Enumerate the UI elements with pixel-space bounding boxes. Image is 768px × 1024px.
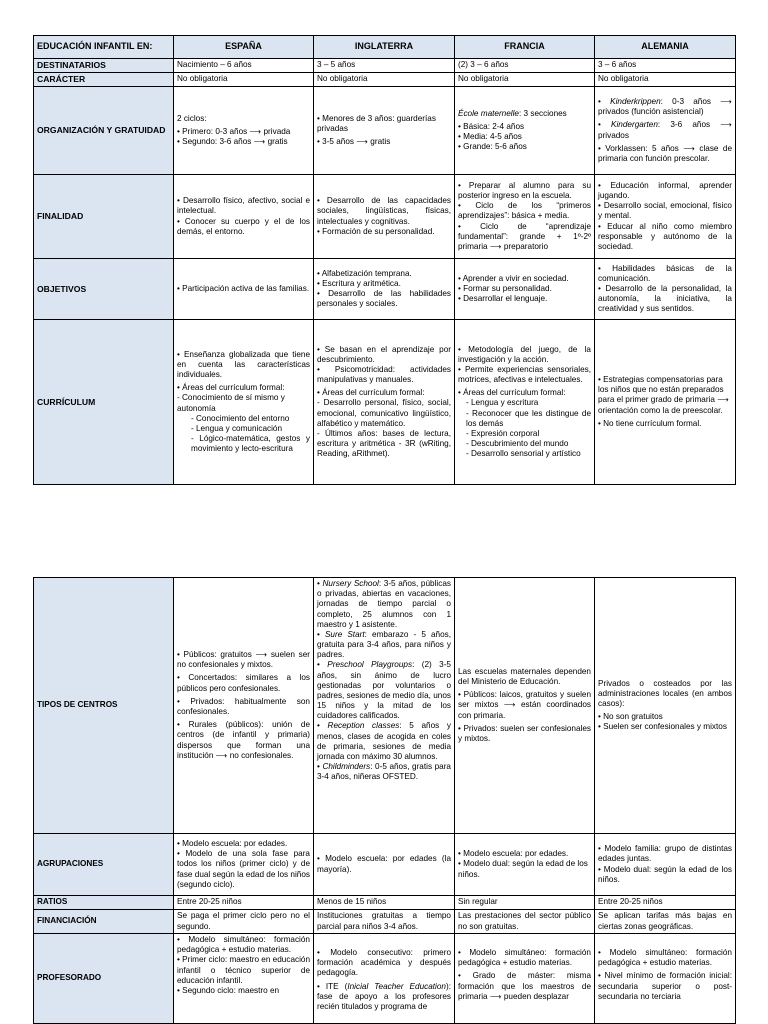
cell-line: • Modelo escuela: por edades. [458,849,569,859]
cell-line [458,109,591,119]
row-financiacion [34,910,736,934]
cell-line: - Lengua y comunicación [191,423,283,433]
cell-line: - Descubrimiento del mundo [466,439,569,449]
row-label: AGRUPACIONES [34,834,174,896]
row-label: PROFESORADO [34,934,174,1024]
row-destinatarios [34,59,736,73]
center-type: Reception classes [327,721,400,731]
cell-line: • Desarrollo social, emocional, físico y mental. [598,201,732,221]
cell-francia: Las prestaciones del sector público no son gratuitas. [455,910,595,934]
cell-line: • Desarrollar el lenguaje. [458,294,548,304]
cell-line: • Participación activa de las familias. [177,283,310,293]
row-label: ORGANIZACIÓN Y GRATUIDAD [34,87,174,175]
cell-espana: No obligatoria [174,73,314,87]
school-type: Kindergarten [611,120,658,130]
row-caracter [34,73,736,87]
cell-line: • Rurales (públicos): unión de centros (de infantil y primaria) dispersos que forman una institución ⟶ no confesionales. [177,720,310,760]
cell-line: - Desarrollo sensorial y artístico [466,449,581,459]
cell-line: • Primero: 0-3 años ⟶ privada [177,126,291,136]
cell-espana [174,259,314,320]
cell-line: • Modelo dual: según la edad de los niños. [458,859,588,879]
cell-espana: Nacimiento – 6 años [174,59,314,73]
cell-espana [174,934,314,1024]
cell-alemania [595,578,736,834]
row-label: FINALIDAD [34,175,174,259]
comparison-table-part-1 [33,35,736,485]
cell-line: • Estrategias compensatorias para los niños que no están preparados para el primer grado de primaria ⟶ orientación como la de preescolar. [598,375,729,415]
cell-line: - Conocimiento de sí mismo y autonomía [177,393,285,413]
cell-inglaterra [314,87,455,175]
cell-line: • Primer ciclo: maestro en educación infantil o técnico superior de educación infantil. [177,955,311,985]
cell-line: - Expresión corporal [466,428,540,438]
cell-alemania [595,834,736,896]
cell-francia: (2) 3 – 6 años [455,59,595,73]
cell-francia [455,87,595,175]
cell-alemania [595,87,736,175]
cell-francia: Sin regular [455,896,595,910]
header-alemania: ALEMANIA [595,36,736,59]
school-type: Kinderkrippen [610,96,661,106]
row-organizacion [34,87,736,175]
cell-line: • Modelo simultáneo: formación pedagógica + estudio materias. [177,935,310,955]
cell-line: • Básica: 2-4 años [458,121,525,131]
cell-text: : 0-5 años, gratis para 3-4 años, niñeras OFSTED. [317,762,451,782]
cell-line: • Enseñanza globalizada que tiene en cuenta las características individuales. [177,349,310,379]
cell-line: • Desarrollo de las capacidades sociales, lingüísticas, físicas, intelectuales y cognitivas. [317,196,451,226]
header-row [34,36,736,59]
program-name: Inicial Teacher Education [347,981,446,991]
cell-line: - Últimos años: bases de lectura, escritura y aritmética - 3R (wRiting, Reading, aRithmet). [317,428,451,459]
cell-line: 2 ciclos: [177,113,207,123]
cell-line: • Modelo dual: según la edad de los niños. [598,864,732,884]
cell-alemania: Se aplican tarifas más bajas en ciertas zonas geográficas. [595,910,736,934]
cell-line: • Childminders: 0-5 años, gratis para 3-4 años, niñeras OFSTED. [317,762,451,782]
header-espana: ESPAÑA [174,36,314,59]
cell-line: • Concertados: similares a los públicos pero confesionales. [177,673,310,693]
row-label: FINANCIACIÓN [34,910,174,934]
cell-espana [174,578,314,834]
row-curriculum [34,320,736,485]
cell-inglaterra [314,259,455,320]
row-objetivos [34,259,736,320]
cell-line: - Desarrollo personal, físico, social, emocional, comunicativo lingüístico, alfabético y matemático. [317,398,451,428]
cell-line: • Desarrollo físico, afectivo, social e intelectual. [177,196,310,216]
cell-inglaterra: 3 – 5 años [314,59,455,73]
cell-text: : 3 secciones [518,108,567,118]
cell-line: • No tiene currículum formal. [598,418,702,428]
cell-espana [174,87,314,175]
cell-alemania [595,934,736,1024]
cell-line: • Metodología del juego, de la investigación y la acción. [458,344,591,364]
cell-line: - Conocimiento del entorno [191,413,290,423]
cell-francia [455,934,595,1024]
cell-line: • Preschool Playgroups: (2) 3-5 años, sin ánimo de lucro gestionadas por voluntarios o padres, sesiones de medio día, unos 15 niños y la mitad de los cuidadores calificados. [317,660,451,721]
cell-line: • Alfabetización temprana. [317,268,412,278]
cell-espana [174,320,314,485]
cell-text: : 0-3 años ⟶ privados (función asistencial) [598,96,732,117]
cell-line: Las escuelas maternales dependen del Ministerio de Educación. [458,666,591,687]
cell-alemania: Entre 20-25 niños [595,896,736,910]
cell-line: - Reconocer que les distingue de los demás [466,408,591,428]
cell-espana: Entre 20-25 niños [174,896,314,910]
cell-line: • Modelo escuela: por edades. [177,839,288,849]
cell-inglaterra: Menos de 15 niños [314,896,455,910]
cell-line: • Públicos: laicos, gratuitos y suelen ser mixtos ⟶ están coordinados con primaria. [458,690,591,720]
cell-line: • Aprender a vivir en sociedad. [458,273,569,283]
cell-line: • Habilidades básicas de la comunicación. [598,263,732,283]
center-type: Nursery School [322,579,379,588]
cell-line: • Preparar al alumno para su posterior ingreso en la escuela. [458,180,591,201]
header-label: EDUCACIÓN INFANTIL EN: [34,36,174,59]
comparison-table-part-2 [33,577,736,1024]
cell-line: • Educación informal, aprender jugando. [598,180,732,201]
row-label: CARÁCTER [34,73,174,87]
center-type: Preschool Playgroups [327,660,413,670]
cell-francia [455,834,595,896]
cell-line: • Escritura y aritmética. [317,278,401,288]
cell-line: • Sure Start: embarazo - 5 años, gratuita para 3-4 años, para niños y padres. [317,629,451,660]
cell-line: • Privados: habitualmente son confesionales. [177,696,310,716]
row-profesorado [34,934,736,1024]
cell-inglaterra [314,934,455,1024]
cell-text: : 3-5 años, públicas o privadas, abiertas en vacaciones, jornadas de tiempo parcial o completo, 25 alumnos con 1 maestro y 1 asistente. [317,579,451,629]
cell-line: - Lengua y escritura [466,398,539,408]
cell-alemania [595,259,736,320]
cell-inglaterra [314,834,455,896]
center-type: Childminders [322,762,371,772]
cell-line: • Modelo de una sola fase para todos los niños (primer ciclo) y de fase dual según la edad de los niños (segundo ciclo). [177,849,310,889]
cell-line: - Lógico-matemática, gestos y movimiento y lecto-escritura [191,434,310,454]
cell-inglaterra [314,175,455,259]
cell-espana [174,834,314,896]
cell-line: • Áreas del currículum formal: [317,388,425,398]
cell-line: • Desarrollo de las habilidades personales y sociales. [317,289,451,309]
cell-francia [455,578,595,834]
row-label: RATIOS [34,896,174,910]
cell-inglaterra: No obligatoria [314,73,455,87]
school-type: École maternelle [458,108,519,118]
cell-line: • Ciclo de “aprendizaje fundamental”: grande + 1º-2º primaria ⟶ preparatorio [458,221,591,251]
cell-line: • Modelo simultáneo: formación pedagógica + estudio materias. [598,948,732,968]
cell-line: • Modelo consecutivo: primero formación académica y después pedagogía. [317,948,451,978]
cell-line: • Kindergarten: 3-6 años ⟶ privados [598,120,732,140]
cell-line: • Psicomotricidad: actividades manipulativas y manuales. [317,364,451,385]
cell-text: : 3-6 años ⟶ privados [598,120,732,140]
cell-line: • Segundo ciclo: maestro en [177,985,280,995]
cell-inglaterra [314,320,455,485]
cell-line: • Conocer su cuerpo y el de los demás, el entorno. [177,216,310,236]
cell-line: • Kinderkrippen: 0-3 años ⟶ privados (función asistencial) [598,96,732,117]
cell-line: • Segundo: 3-6 años ⟶ gratis [177,137,288,147]
cell-line: • Desarrollo de la personalidad, la autonomía, la iniciativa, la creatividad y sus sentidos. [598,283,732,314]
cell-inglaterra [314,578,455,834]
cell-line: • Reception classes: 5 años y menos, clases de acogida en coles de primaria, sesiones de media jornada con máximo 30 alumnos. [317,721,451,761]
cell-espana [174,175,314,259]
cell-francia: No obligatoria [455,73,595,87]
cell-espana: Se paga el primer ciclo pero no el segundo. [174,910,314,934]
cell-text: ): fase de apoyo a los profesores recién titulados y programa de [317,981,451,1011]
row-label: DESTINATARIOS [34,59,174,73]
row-label: TIPOS DE CENTROS [34,578,174,834]
row-ratios [34,896,736,910]
header-inglaterra: INGLATERRA [314,36,455,59]
cell-line: • Modelo familia: grupo de distintas edades juntas. [598,844,732,864]
cell-line: • Grado de máster: misma formación que los maestros de primaria ⟶ pueden desplazar [458,971,591,1001]
cell-francia [455,175,595,259]
cell-alemania: No obligatoria [595,73,736,87]
cell-line: • Nivel mínimo de formación inicial: secundaria superior o post-secundaria no terciaria [598,971,732,1001]
cell-line: • Ciclo de los “primeros aprendizajes”: básica + media. [458,201,591,221]
cell-text: • ITE ( [317,981,348,991]
cell-line: • 3-5 años ⟶ gratis [317,137,391,147]
cell-inglaterra: Instituciones gratuitas a tiempo parcial para niños 3-4 años. [314,910,455,934]
cell-text: : (2) 3-5 años, sin ánimo de lucro gestionadas por voluntarios o padres, sesiones de medio día, unos 15 niños y la mitad de los cuidadores calificados. [317,660,451,721]
row-agrupaciones [34,834,736,896]
cell-line: • Áreas del currículum formal: [458,388,566,398]
cell-line: • Suelen ser confesionales y mixtos [598,722,727,732]
row-label: CURRÍCULUM [34,320,174,485]
cell-alemania [595,175,736,259]
row-label: OBJETIVOS [34,259,174,320]
cell-line: • Educar al niño como miembro responsable y autónomo de la sociedad. [598,221,732,251]
cell-line: • Privados: suelen ser confesionales y mixtos. [458,723,591,743]
cell-line: • Públicos: gratuitos ⟶ suelen ser no confesionales y mixtos. [177,650,310,670]
cell-line: • Se basan en el aprendizaje por descubrimiento. [317,344,451,364]
row-tipos-de-centros [34,578,736,834]
cell-line: Privados o costeados por las administraciones locales (en ambos casos): [598,678,732,708]
cell-line: • Media: 4-5 años [458,132,522,141]
row-finalidad [34,175,736,259]
cell-line: • No son gratuitos [598,712,663,722]
cell-alemania: 3 – 6 años [595,59,736,73]
cell-line: • Formar su personalidad. [458,283,552,293]
cell-line: • Menores de 3 años: guarderías privadas [317,113,436,133]
cell-line: • Áreas del currículum formal: [177,383,285,393]
cell-alemania [595,320,736,485]
cell-line: • Permite experiencias sensoriales, motrices, afectivas e intelectuales. [458,364,591,385]
cell-line: • Grande: 5-6 años [458,142,527,152]
cell-line: • Vorklassen: 5 años ⟶ clase de primaria con función prescolar. [598,143,732,163]
cell-line: • Modelo simultáneo: formación pedagógica + estudio materias. [458,948,591,968]
cell-text: : 5 años y menos, clases de acogida en coles de primaria, sesiones de media jornada con máximo 30 alumnos. [317,721,451,761]
cell-line: • Modelo escuela: por edades (la mayoría). [317,854,451,874]
cell-line [317,982,451,1013]
header-francia: FRANCIA [455,36,595,59]
cell-francia [455,320,595,485]
cell-francia [455,259,595,320]
cell-line: • Formación de su personalidad. [317,226,435,236]
cell-line: • Nursery School: 3-5 años, públicas o privadas, abiertas en vacaciones, jornadas de tiempo parcial o completo, 25 alumnos con 1 maestro y 1 asistente. [317,579,451,629]
center-type: Sure Start [324,629,365,639]
cell-text: : embarazo - 5 años, gratuita para 3-4 años, para niños y padres. [317,629,451,660]
